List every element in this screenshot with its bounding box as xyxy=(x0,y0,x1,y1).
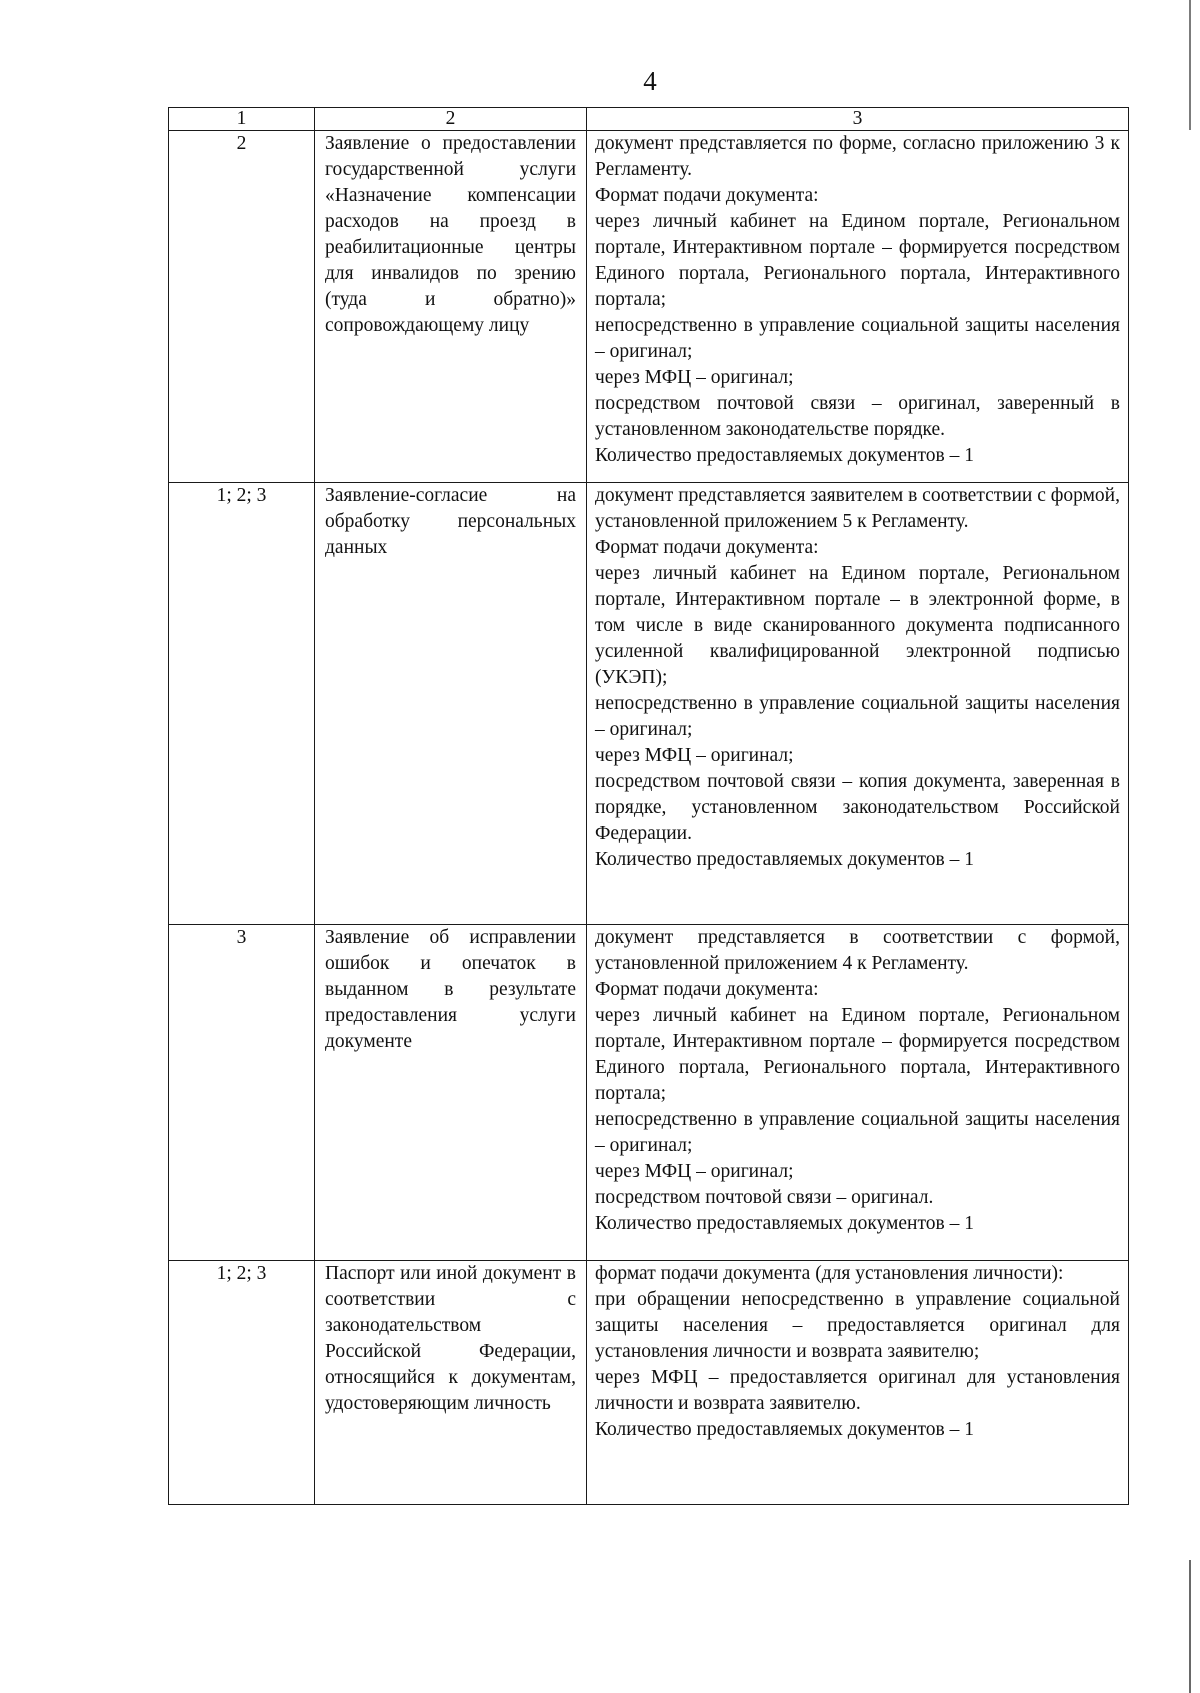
description-line: через личный кабинет на Едином портале, Региональном портале, Интерактивном портале – формируется посредством Единого портала, Регионального портала, Интерактивного портала; xyxy=(595,1005,1120,1104)
description-line: Количество предоставляемых документов – 1 xyxy=(595,849,974,870)
applicant-category-cell: 3 xyxy=(169,925,315,1261)
column-header: 3 xyxy=(587,108,1129,131)
description-line: через МФЦ – оригинал; xyxy=(595,1161,794,1182)
description-line: Количество предоставляемых документов – 1 xyxy=(595,1419,974,1440)
document-description-cell xyxy=(587,1261,1129,1505)
description-line: Формат подачи документа: xyxy=(595,979,819,1000)
description-line: через личный кабинет на Едином портале, Региональном портале, Интерактивном портале – формируется посредством Единого портала, Регионального портала, Интерактивного портала; xyxy=(595,211,1120,310)
description-line: непосредственно в управление социальной защиты населения – оригинал; xyxy=(595,1109,1120,1156)
document-description-cell xyxy=(587,483,1129,925)
description-line: через МФЦ – предоставляется оригинал для установления личности и возврата заявителю. xyxy=(595,1367,1120,1414)
description-line: Количество предоставляемых документов – 1 xyxy=(595,445,974,466)
description-line: документ представляется заявителем в соответствии с формой, установленной приложением 5 к Регламенту. xyxy=(595,485,1120,532)
description-line: непосредственно в управление социальной защиты населения – оригинал; xyxy=(595,693,1120,740)
documents-table xyxy=(168,107,1129,1505)
column-header: 2 xyxy=(315,108,587,131)
description-line: посредством почтовой связи – оригинал, заверенный в установленном законодательстве порядке. xyxy=(595,393,1120,440)
description-line: через МФЦ – оригинал; xyxy=(595,745,794,766)
table-row xyxy=(169,1261,1129,1505)
description-line: формат подачи документа (для установления личности): xyxy=(595,1263,1064,1284)
description-line: документ представляется в соответствии с формой, установленной приложением 4 к Регламенту. xyxy=(595,927,1120,974)
table-header-row xyxy=(169,108,1129,131)
document-description-cell xyxy=(587,131,1129,483)
applicant-category-cell: 1; 2; 3 xyxy=(169,1261,315,1505)
description-line: Количество предоставляемых документов – 1 xyxy=(595,1213,974,1234)
description-line: через МФЦ – оригинал; xyxy=(595,367,794,388)
document-name-cell: Паспорт или иной документ в соответствии с законодательством Российской Федерации, относящийся к документам, удостоверяющим личность xyxy=(315,1261,587,1505)
column-header: 1 xyxy=(169,108,315,131)
table-row xyxy=(169,131,1129,483)
document-description-cell xyxy=(587,925,1129,1261)
description-line: Формат подачи документа: xyxy=(595,185,819,206)
description-line: через личный кабинет на Едином портале, Региональном портале, Интерактивном портале – в электронной форме, в том числе в виде сканированного документа подписанного усиленной квалифицированной электронной подписью (УКЭП); xyxy=(595,563,1120,688)
document-name-cell: Заявление о предоставлении государственной услуги «Назначение компенсации расходов на проезд в реабилитационные центры для инвалидов по зрению (туда и обратно)» сопровождающему лицу xyxy=(315,131,587,483)
scan-edge-bottom xyxy=(1189,1560,1191,1693)
document-name-cell: Заявление об исправлении ошибок и опечаток в выданном в результате предоставления услуги документе xyxy=(315,925,587,1261)
description-line: Формат подачи документа: xyxy=(595,537,819,558)
applicant-category-cell: 2 xyxy=(169,131,315,483)
applicant-category-cell: 1; 2; 3 xyxy=(169,483,315,925)
table-row xyxy=(169,483,1129,925)
page-number: 4 xyxy=(643,66,657,96)
description-line: документ представляется по форме, согласно приложению 3 к Регламенту. xyxy=(595,133,1120,180)
table-row xyxy=(169,925,1129,1261)
description-line: посредством почтовой связи – оригинал. xyxy=(595,1187,934,1208)
description-line: посредством почтовой связи – копия документа, заверенная в порядке, установленном законодательством Российской Федерации. xyxy=(595,771,1120,844)
scan-edge-top xyxy=(1189,0,1191,130)
document-name-cell: Заявление-согласие на обработку персональных данных xyxy=(315,483,587,925)
description-line: непосредственно в управление социальной защиты населения – оригинал; xyxy=(595,315,1120,362)
description-line: при обращении непосредственно в управление социальной защиты населения – предоставляется оригинал для установления личности и возврата заявителю; xyxy=(595,1289,1120,1362)
